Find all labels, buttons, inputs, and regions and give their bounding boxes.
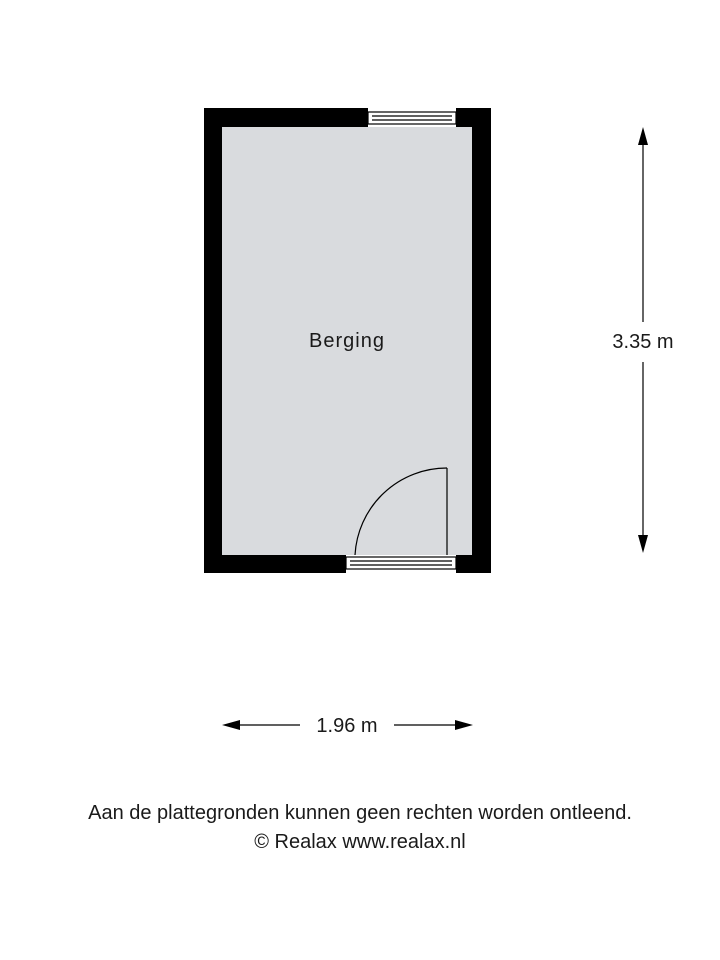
wall-bottom-left [204, 555, 346, 573]
room-label: Berging [309, 330, 385, 352]
copyright-text: © Realax www.realax.nl [254, 831, 466, 853]
disclaimer-text: Aan de plattegronden kunnen geen rechten worden ontleend. [88, 802, 632, 824]
wall-bottom-right [456, 555, 491, 573]
window-top [368, 112, 456, 124]
width-label: 1.96 m [316, 715, 378, 737]
wall-top-left [204, 108, 368, 127]
wall-right [472, 108, 491, 573]
height-label: 3.35 m [612, 331, 674, 353]
door-threshold [346, 557, 456, 569]
wall-left [204, 108, 222, 573]
